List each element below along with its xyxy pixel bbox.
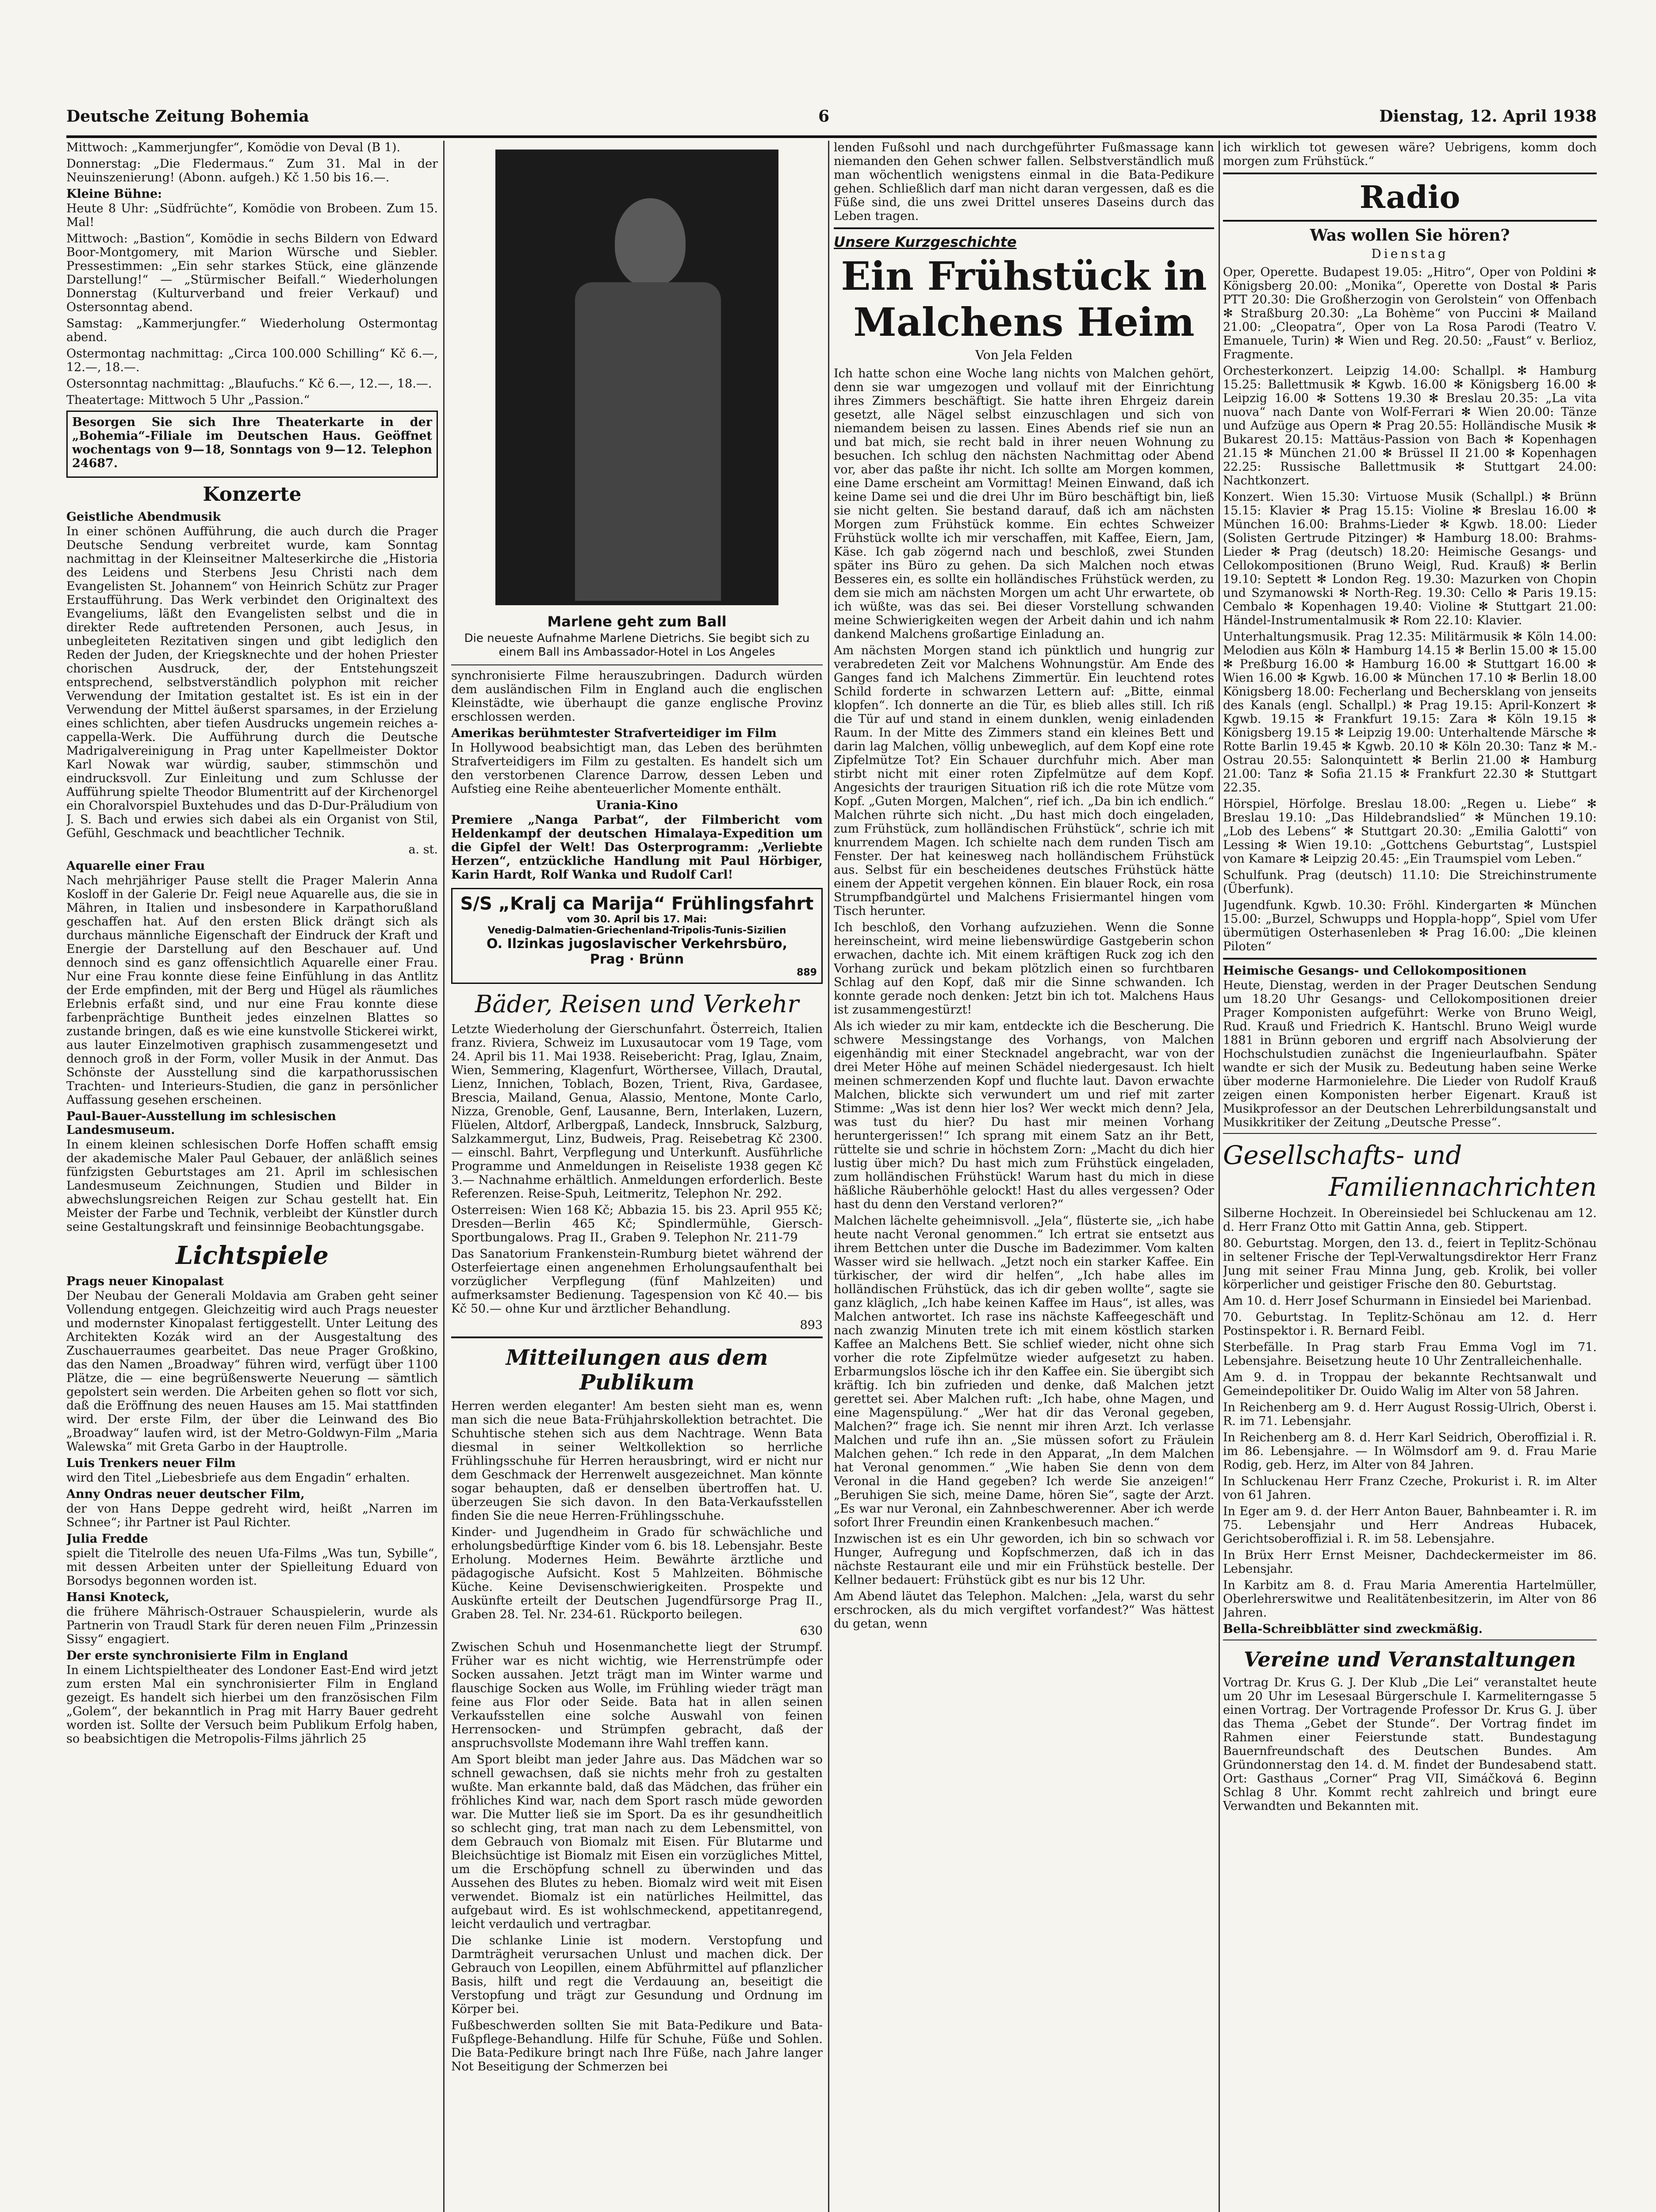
article-body: Herren werden eleganter! Am besten sieht man es, wenn man sich die neue Bata-Frühjahrskollektion betrachtet. Die Schuhtische stehen sich aus dem Nachtrage. Wenn Bata diesmal in seiner Weltkollektion so herrliche Frühlingsschuhe für Herren herausbringt, wird er nicht nur dem Geschmack der Herrenwelt ausgezeichnet. Man könnte sogar behaupten, daß er denselben übertroffen hat. U. überzeugen Sie sich davon. In den Bata-Verkaufsstellen finden Sie die neue Herren-Frühlingsschuhe. bbox=[451, 1399, 823, 1523]
header-rule bbox=[66, 135, 1597, 138]
story-paragraph: Ich beschloß, den Vorhang aufzuziehen. Wenn die Sonne hereinscheint, wird meine liebenswürdige Gastgeberin schon erwachen, dachte ich. Mit einem kräftigen Ruck zog ich den Vorhang zurück und bekam plötzlich einen so furchtbaren Schlag auf den Kopf, daß mir die Sinne schwanden. Ich konnte gerade noch denken: Jetzt bin ich tot. Malchens Haus ist zusammengestürzt! bbox=[834, 921, 1214, 1017]
article-body: ich wirklich tot gewesen wäre? Uebrigens, komm doch morgen zum Frühstück.“ bbox=[1223, 141, 1597, 168]
page-header bbox=[66, 107, 1597, 134]
ad-route: Venedig-Dalmatien-Griechenland-Tripolis-Tunis-Sizilien bbox=[487, 925, 786, 936]
ad-number: 889 bbox=[797, 967, 817, 978]
radio-listing: Hörspiel, Hörfolge. Breslau 18.00: „Regen u. Liebe“ ✻ Breslau 19.10: „Das Hildebrandslied“ ✻ München 19.10: „Lob des Lebens“ ✻ Stuttgart 20.30: „Emilia Galotti“ von Lessing ✻ Wien 19.10: „Gottchens Geburtstag“, Lustspiel von Kamare ✻ Leipzig 20.45: „Ein Traumspiel vom Leben.“ bbox=[1223, 797, 1597, 866]
article-heading: Anny Ondras neuer deutscher Film, bbox=[66, 1487, 305, 1501]
theatre-line: Donnerstag: „Die Fledermaus.“ Zum 31. Mal in der Neuinszenierung! (Abonn. aufgeh.) Kč 1.50 bis 16.—. bbox=[66, 157, 438, 184]
family-notice: 70. Geburtstag. In Teplitz-Schönau am 12. d. Herr Postinspektor i. R. Bernard Feibl. bbox=[1223, 1310, 1597, 1338]
column-rule bbox=[828, 141, 829, 2212]
photo-caption: Die neueste Aufnahme Marlene Dietrichs. Sie begibt sich zu einem Ball ins Ambassador-Hotel in Los Angeles bbox=[464, 632, 810, 659]
article-body: Fußbeschwerden sollten Sie mit Bata-Pedikure und Bata-Fußpflege-Behandlung. Hilfe für Schuhe, Füße und Sohlen. Die Bata-Pedikure bringt nach Ihre Füße, nach Jahre langer Not Beseitigung der Schmerzen bei bbox=[451, 2019, 823, 2074]
theatre-line: Theatertage: Mittwoch 5 Uhr „Passion.“ bbox=[66, 393, 310, 407]
article-heading: Der erste synchronisierte Film in England bbox=[66, 1649, 348, 1663]
article-body: die frühere Mährisch-Ostrauer Schauspielerin, wurde als Partnerin von Traudl Stark für deren neuen Film „Prinzessin Sissy“ engagiert. bbox=[66, 1605, 438, 1646]
article-heading: Hansi Knoteck, bbox=[66, 1590, 169, 1604]
article-body: Premiere „Nanga Parbat“, der Filmbericht vom Heldenkampf der deutschen Himalaya-Expedition um die Gipfel der Welt! Das Osterprogramm: „Verliebte Herzen“, entzückliche Handlung mit Paul Hörbiger, Karin Hardt, Rolf Wanka und Rudolf Carl! bbox=[451, 813, 823, 882]
ticket-notice-box bbox=[66, 411, 438, 478]
column-2 bbox=[451, 141, 823, 2212]
column-rule bbox=[443, 141, 445, 2212]
ad-headline: S/S „Kralj ca Marija“ Frühlingsfahrt bbox=[460, 894, 814, 914]
article-body: der von Hans Deppe gedreht wird, heißt „Narren im Schnee“; ihr Partner ist Paul Richter. bbox=[66, 1502, 438, 1529]
ad-number: 893 bbox=[800, 1318, 823, 1332]
article-body: In einem kleinen schlesischen Dorfe Hoffen schafft emsig der akademische Maler Paul Gebauer, der anläßlich seines fünfzigsten Geburtstages am 21. April im schlesischen Landesmuseum Zeichnungen, Studien und Bilder in abwechslungsreichen Reigen zur Schau gestellt hat. Ein Meister der Farbe und Technik, verbleibt der Künstler durch seine Gestaltungskraft und feinsinnige Beobachtungsgabe. bbox=[66, 1138, 438, 1234]
section-title-konzerte: Konzerte bbox=[203, 483, 302, 506]
story-byline: Von Jela Felden bbox=[975, 348, 1073, 362]
family-notice: Am 9. d. in Troppau der bekannte Rechtsanwalt und Gemeindepolitiker Dr. Ouido Walig im Alter von 58 Jahren. bbox=[1223, 1371, 1597, 1398]
section-title-lichtspiele: Lichtspiele bbox=[176, 1241, 329, 1270]
article-body: Osterreisen: Wien 168 Kč; Abbazia 15. bis 23. April 955 Kč; Dresden—Berlin 465 Kč; Spindlermühle, Giersch-Sportbungalows. Prag II., Graben 9. Telephon Nr. 211-79 bbox=[451, 1203, 823, 1244]
article-body: Vortrag Dr. Krus G. J. Der Klub „Die Lei“ veranstaltet heute um 20 Uhr im Lesesaal Bürgerschule I. Karmeliterngasse 5 einen Vortrag. Der Vortragende Professor Dr. Krus G. J. über das Thema „Gebet der Stunde“. Der Vortrag findet im Rahmen einer Feierstunde statt. Bundestagung Bauernfreundschaft des Deutschen Bundes. Am Gründonnerstag den 14. d. M. findet der Bundesabend statt. Ort: Gasthaus „Corner“ Prag VII, Simáčková 6. Beginn Schlag 8 Uhr. Kommt recht zahlreich und bringt eure Verwandten und Bekannten mit. bbox=[1223, 1676, 1597, 1813]
photo-caption-title: Marlene geht zum Ball bbox=[547, 613, 727, 630]
story-paragraph: Am nächsten Morgen stand ich pünktlich und hungrig zur verabredeten Zeit vor Malchens Wohnungstür. Am Ende des Ganges fand ich Malchens Zimmertür. Ein leuchtend rotes Schild forderte in schwarzen Lettern auf: „Bitte, einmal klopfen“. Ich donnerte an die Tür, es blieb alles still. Ich riß die Tür auf und stand in einem dunklen, wenig einladenden Raum. In der Mitte des Zimmers stand ein kleines Bett und darin lag Malchen, völlig unbeweglich, auf dem Kopf eine rote Zipfelmütze Tot? Ein Schauer durchfuhr mich. Aber man stirbt nicht mit einer roten Zipfelmütze auf dem Kopf. Angesichts der traurigen Situation riß ich die rote Mütze vom Kopf. „Guten Morgen, Malchen“, rief ich. „Da bin ich endlich.“ Malchen rührte sich nicht. „Du hast mich doch eingeladen, zum Frühstück, zum holländischen Frühstück“, schrie ich mit knurrendem Magen. Ich schielte nach dem runden Tisch am Fenster. Der hat keinesweg nach holländischem Frühstück aus. Selbst für ein bescheidenes deutsches Frühstück hätte einem der Appetit vergehen können. Ein blauer Rock, ein rosa Strumpfbandgürtel und Malchens Frisiermantel hingen vom Tisch herunter. bbox=[834, 644, 1214, 918]
divider bbox=[1223, 173, 1597, 174]
divider bbox=[1223, 958, 1597, 960]
radio-listing: Oper, Operette. Budapest 19.05: „Hitro“, Oper von Poldini ✻ Königsberg 20.00: „Monika“, Operette von Dostal ✻ Paris PTT 20.30: Die Großherzogin von Gerolstein“ von Offenbach ✻ Straßburg 20.30: „La Bohème“ von Puccini ✻ Mailand 21.00: „Cleopatra“, Oper von La Rosa Parodi (Teatro V. Emanuele, Turin) ✻ Wien und Reg. 20.50: „Faust“ v. Berlioz, Fragmente. bbox=[1223, 265, 1597, 361]
article-heading: Geistliche Abendmusik bbox=[66, 510, 221, 524]
radio-listing: Jugendfunk. Kgwb. 10.30: Fröhl. Kindergarten ✻ München 15.00: „Burzel, Schwupps und Hoppla-hopp“, Spiel vom Ufer übermütigen Osterhasenleben ✻ Prag 16.00: „Die kleinen Piloten“ bbox=[1223, 899, 1597, 953]
ad-cities: Prag · Brünn bbox=[590, 952, 684, 967]
kleine-buehne-heading: Kleine Bühne: bbox=[66, 187, 162, 201]
ad-dates: vom 30. April bis 17. Mai: bbox=[567, 914, 707, 925]
section-title-radio: Radio bbox=[1359, 179, 1460, 215]
story-paragraph: Inzwischen ist es ein Uhr geworden, ich bin so schwach vor Hunger, Aufregung und Kopfschmerzen, daß ich in das nächste Restaurant eile und mir ein Frühstück bestelle. Der Kellner bedauert: Frühstück gibt es nur bis 12 Uhr. bbox=[834, 1532, 1214, 1587]
theatre-line: Ostersonntag nachmittag: „Blaufuchs.“ Kč 6.—, 12.—, 18.—. bbox=[66, 377, 432, 391]
divider bbox=[451, 664, 823, 665]
section-title-gesellschaft-1: Gesellschafts- und bbox=[1223, 1140, 1462, 1170]
page-number: 6 bbox=[818, 107, 830, 126]
radio-day: Dienstag bbox=[1371, 246, 1449, 261]
paper-name: Deutsche Zeitung Bohemia bbox=[66, 107, 309, 126]
photo-figure-body bbox=[575, 282, 721, 601]
theatre-line: Mittwoch: „Kammerjungfer“, Komödie von Deval (B 1). bbox=[66, 141, 401, 154]
column-4 bbox=[1223, 141, 1597, 2212]
section-title-baeder: Bäder, Reisen und Verkehr bbox=[475, 990, 799, 1018]
ad-number: 630 bbox=[800, 1624, 823, 1638]
article-body: spielt die Titelrolle des neuen Ufa-Films „Was tun, Sybille“, mit dessen Arbeiten unter der Spielleitung Eduard von Borsodys begonnen worden ist. bbox=[66, 1547, 438, 1588]
article-heading: Heimische Gesangs- und Cellokompositionen bbox=[1223, 964, 1527, 978]
ticket-notice-text: Besorgen Sie sich Ihre Theaterkarte in der „Bohemia“-Filiale im Deutschen Haus. Geöffnet wochentags von 9—18, Sonntags von 9—12. Telephon 24687. bbox=[72, 415, 432, 470]
article-heading: Paul-Bauer-Ausstellung im schlesischen Landesmuseum. bbox=[66, 1110, 336, 1137]
family-notice: 80. Geburtstag. Morgen, den 13. d., feiert in Teplitz-Schönau in seltener Frische der Tepl-Verwaltungsdirektor Herr Franz Jung mit seiner Frau Minna Jung, geb. Krolik, bei voller körperlicher und geistiger Frische den 80. Geburtstag. bbox=[1223, 1237, 1597, 1291]
article-heading: Amerikas berühmtester Strafverteidiger im Film bbox=[451, 726, 777, 740]
article-body: lenden Fußsohl und nach durchgeführter Fußmassage kann niemanden den Gehen schwer fallen. Selbstverständlich muß man wöchentlich wenigstens einmal in die Bata-Pedikure gehen. Schließlich darf man nicht daran vergessen, daß es die Füße sind, die uns zwei Drittel unseres Daseins durch das Leben tragen. bbox=[834, 141, 1214, 223]
column-3 bbox=[834, 141, 1214, 2212]
article-body: synchronisierte Filme herauszubringen. Dadurch würden dem ausländischen Film in England auch die englischen Kleinstädte, wie überhaupt die ganze englische Provinz erschlossen werden. bbox=[451, 669, 823, 724]
theatre-line: Ostermontag nachmittag: „Circa 100.000 Schilling“ Kč 6.—, 12.—, 18.—. bbox=[66, 347, 438, 374]
radio-listing: Konzert. Wien 15.30: Virtuose Musik (Schallpl.) ✻ Brünn 15.15: Klavier ✻ Prag 15.15: Violine ✻ Breslau 16.00 ✻ München 16.00: Brahms-Lieder ✻ Kgwb. 18.00: Lieder (Solisten Gertrude Pitzinger) ✻ Hamburg 18.00: Brahms-Lieder ✻ Prag (deutsch) 18.20: Heimische Gesangs- und Cellokompositionen (Bruno Weigl, Rud. Krauß) ✻ Berlin 19.10: Septett ✻ London Reg. 19.30: Mazurken von Chopin und Szymanowski ✻ North-Reg. 19.30: Cello ✻ Paris 19.15: Cembalo ✻ Kopenhagen 19.40: Violine ✻ Stuttgart 21.00: Händel-Instrumentalmusik ✻ Rom 22.10: Klavier. bbox=[1223, 490, 1597, 627]
family-notice: In Karbitz am 8. d. Frau Maria Amerentia Hartelmüller, Oberlehrerswitwe und Realitätenbesitzerin, im Alter von 86 Jahren. bbox=[1223, 1578, 1597, 1620]
article-heading: Prags neuer Kinopalast bbox=[66, 1275, 224, 1288]
story-paragraph: Am Abend läutet das Telephon. Malchen: „Jela, warst du sehr erschrocken, als du mich vergiftet vorfandest?“ Was hättest du getan, wenn bbox=[834, 1590, 1214, 1631]
article-body: Nach mehrjähriger Pause stellt die Prager Malerin Anna Kosloff in der Galerie Dr. Feigl neue Aquarelle aus, die sie in Mähren, in Italien und insbesondere in Karpathorußland geschaffen hat. Auf den ersten Blick drängt sich als durchaus männliche Eigenschaft der Eindruck der Kraft und Energie der Darstellung auf den Beschauer auf. Und dennoch sind es ganz offensichtlich Aquarelle einer Frau. Nur eine Frau konnte diese feine Einfühlung in das Antlitz der Erde empfinden, mit der Berg und Hügel als räumliches Erlebnis erfaßt sind, und nur eine Frau konnte diese farbenprächtige Buntheit jedes einzelnen Blattes so zustande bringen, daß es wie eine kunstvolle Stickerei wirkt, aus lauter Einzelmotiven graphisch zusammengesetzt und dennoch groß in der Form, voller Musik in der Anmut. Das Schönste der Ausstellung sind die karpathorussischen Trachten- und Interieurs-Studien, die ganz in persönlicher Auffassung gesehen erscheinen. bbox=[66, 874, 438, 1107]
story-title: Ein Frühstück in Malchens Heim bbox=[841, 253, 1207, 345]
story-paragraph: Als ich wieder zu mir kam, entdeckte ich die Bescherung. Die schwere Messingstange des Vorhangs, von Malchen eigenhändig mit einer Stecknadel angebracht, war von der drei Meter Höhe auf meinen Schädel niedergesaust. Ich hielt meinen schmerzenden Kopf und fluchte laut. Davon erwachte Malchen, blickte sich verwundert um und rief mit zarter Stimme: „Was ist denn hier los? Wer weckt mich denn? Jela, was tust du hier? Du hast mir meinen Vorhang heruntergerissen!“ Ich sprang mit einem Satz an ihr Bett, rüttelte sie und schrie in höchstem Zorn: „Macht du dich hier lustig über mich? Du hast mich zum Frühstück eingeladen, zum holländischen Frühstück! Warum hast du mich in diese häßliche Räuberhöhle gelockt! Hast du alles vergessen? Oder hast du denn den Verstand verloren?“ bbox=[834, 1019, 1214, 1211]
column-rule bbox=[1219, 141, 1220, 2212]
article-signature: a. st. bbox=[408, 843, 438, 856]
theatre-line: Heute 8 Uhr: „Südfrüchte“, Komödie von Brobeen. Zum 15. Mal! bbox=[66, 202, 438, 229]
family-notice: In Reichenberg am 9. d. Herr August Rossig-Ulrich, Oberst i. R. im 71. Lebensjahr. bbox=[1223, 1401, 1597, 1428]
issue-date: Dienstag, 12. April 1938 bbox=[1379, 107, 1597, 126]
article-heading: Aquarelle einer Frau bbox=[66, 859, 205, 873]
divider bbox=[1223, 1133, 1597, 1134]
story-paragraph: Malchen lächelte geheimnisvoll. „Jela“, flüsterte sie, „ich habe heute nacht Veronal genommen.“ Ich ertrat sie entsetzt aus ihrem Bettchen unter die Dusche im Badezimmer. Vom kalten Wasser wird sie hellwach. „Jetzt noch ein starker Kaffee. Ein türkischer, der wird dir helfen“, „Ich habe alles im holländischen Frühstück, das ich dir geben wollte“, sagte sie ganz kläglich, „Ich habe keinen Kaffee im Haus“, ist alles, was Malchen antwortet. Ich rase ins nächste Kaffeegeschäft und nach zwanzig Minuten trete ich mit einem köstlich starken Kaffee an Malchens Bett. Sie schlief wieder, nicht ohne sich vorher die rote Zipfelmütze wieder aufgesetzt zu haben. Erbarmungslos lösche ich ihr den Kaffee ein. Sie übergibt sich kräftig. Ich bin zufrieden und denke, daß Malchen jetzt gerettet sei. Aber Malchen ruft: „Ich habe, ohne Magen, und eine Magenspülung.“ „Wer hat dir das Veronal gegeben, Malchen?“ frage ich. Sie nennt mir ihren Arzt. Ich verlasse Malchen und rufe ihn an. „Sie müssen sofort zu Fräulein Malchen gehen.“ Ich rede in den Apparat, „In dem Malchen hat Veronal genommen.“ „Wie haben Sie denn von dem Veronal in die Hand gegeben? Ich werde Sie anzeigen!“ „Beruhigen Sie sich, meine Dame, hören Sie“, sagte der Arzt. „Es war nur Veronal, ein Zahnbeschwerenner. Aber ich werde sofort Ihrer Freundin einen Krankenbesuch machen.“ bbox=[834, 1214, 1214, 1529]
article-heading: Luis Trenkers neuer Film bbox=[66, 1456, 236, 1470]
theatre-line: Mittwoch: „Bastion“, Komödie in sechs Bildern von Edward Boor-Montgomery, mit Marion Würsche und Siebler. Pressestimmen: „Ein sehr starkes Stück, eine glänzende Darstellung!“ — „Stürmischer Beifall.“ Wiederholungen Donnerstag (Kulturverband und freier Verkauf) und Ostersonntag abend. bbox=[66, 232, 438, 314]
photo-figure-head bbox=[615, 198, 686, 287]
section-title-mitteilungen: Mitteilungen aus dem Publikum bbox=[506, 1345, 768, 1395]
article-body: Zwischen Schuh und Hosenmanchette liegt der Strumpf. Früher war es nicht wichtig, wie Herrenstrümpfe oder Socken aussahen. Jetzt trägt man im Winter warme und flauschige Socken aus Wolle, im Frühling wieder trägt man feine aus Flor oder Seide. Bata hat in allen seinen Verkaufsstellen eine solche Auswahl von feinen Herrensocken- und Strümpfen gebracht, daß der anspruchsvollste Modemann ihre Wahl treffen kann. bbox=[451, 1640, 823, 1750]
article-heading: Urania-Kino bbox=[596, 799, 678, 812]
article-body: In einem Lichtspieltheater des Londoner East-End wird jetzt zum ersten Mal ein synchronisierter Film in England gezeigt. Es handelt sich hierbei um den französischen Film „Golem“, der bekanntlich in Prag mit Harry Bauer gedreht worden ist. Sollte der Versuch beim Publikum Erfolg haben, so beabsichtigen die Metropolis-Films jährlich 25 bbox=[66, 1663, 438, 1746]
ad-agency: O. Ilzinkas jugoslavischer Verkehrsbüro, bbox=[486, 936, 788, 952]
section-title-vereine: Vereine und Veranstaltungen bbox=[1243, 1647, 1576, 1671]
radio-listing: Schulfunk. Prag (deutsch) 11.10: Die Streichinstrumente (Überfunk). bbox=[1223, 868, 1597, 896]
family-notice: In Eger am 9. d. der Herr Anton Bauer, Bahnbeamter i. R. im 75. Lebensjahr und Herr Andreas Hubacek, Gerichtsoberoffizial i. R. im 58. Lebensjahre. bbox=[1223, 1505, 1597, 1546]
family-notice: In Schluckenau Herr Franz Czeche, Prokurist i. R. im Alter von 61 Jahren. bbox=[1223, 1475, 1597, 1502]
article-body: wird den Titel „Liebesbriefe aus dem Engadin“ erhalten. bbox=[66, 1471, 410, 1485]
article-body: In Hollywood beabsichtigt man, das Leben des berühmten Strafverteidigers im Film zu gestalten. Es handelt sich um den verstorbenen Clarence Darrow, dessen Leben und Aufstieg eine Reihe abenteuerlicher Momente enthält. bbox=[451, 741, 823, 796]
radio-listing: Orchesterkonzert. Leipzig 14.00: Schallpl. ✻ Hamburg 15.25: Ballettmusik ✻ Kgwb. 16.00 ✻ Königsberg 16.00 ✻ Leipzig 16.00 ✻ Sottens 19.30 ✻ Breslau 20.35: „La vita nuova“ nach Dante von Wolf-Ferrari ✻ Wien 20.00: Tänze und Aufzüge aus Opern ✻ Prag 20.55: Holländische Musik ✻ Bukarest 20.15: Mattäus-Passion von Bach ✻ Kopenhagen 21.15 ✻ München 21.00 ✻ Brüssel II 21.00 ✻ Kopenhagen 22.25: Russische Ballettmusik ✻ Stuttgart 24.00: Nachtkonzert. bbox=[1223, 364, 1597, 488]
article-body: Kinder- und Jugendheim in Grado für schwächliche und erholungsbedürftige Kinder vom 6. bis 18. Lebensjahr. Beste Erholung. Modernes Heim. Bewährte ärztliche und pädagogische Aufsicht. Kost 5 Mahlzeiten. Böhmische Küche. Keine Devisenschwierigkeiten. Prospekte und Auskünfte erteilt der Deutschen Jugendfürsorge Prag II., Graben 28. Tel. Nr. 234-61. Rückporto beilegen. bbox=[451, 1525, 823, 1621]
divider bbox=[1223, 220, 1597, 222]
family-notice: Sterbefälle. In Prag starb Frau Emma Vogl im 71. Lebensjahre. Beisetzung heute 10 Uhr Zentralleichenhalle. bbox=[1223, 1340, 1597, 1368]
article-body: Die schlanke Linie ist modern. Verstopfung und Darmträgheit verursachen Unlust und machen dick. Der Gebrauch von Leopillen, einem Abführmittel auf pflanzlicher Basis, hilft und regt die Verdauung an, beseitigt die Verstopfung und trägt zur Gesundung und Ordnung im Körper bei. bbox=[451, 1934, 823, 2016]
radio-listing: Unterhaltungsmusik. Prag 12.35: Militärmusik ✻ Köln 14.00: Melodien aus Köln ✻ Hamburg 14.15 ✻ Berlin 15.00 ✻ 15.00 ✻ Preßburg 16.00 ✻ Hamburg 16.00 ✻ Stuttgart 16.00 ✻ Wien 16.00 ✻ Kgwb. 16.00 ✻ München 17.10 ✻ Berlin 18.00 Königsberg 18.00: Fecherlang und Bechersklang von jenseits des Kanals (engl. Schallpl.) ✻ Prag 19.15: April-Konzert ✻ Kgwb. 19.15 ✻ Frankfurt 19.15: Zara ✻ Köln 19.15 ✻ Königsberg 19.15 ✻ Leipzig 19.00: Unterhaltende Märsche ✻ Rotte Barlin 19.45 ✻ Kgwb. 20.10 ✻ Köln 20.30: Tanz ✻ M.-Ostrau 20.55: Salonquintett ✻ Berlin 21.00 ✻ Hamburg 21.00: Tanz ✻ Sofia 21.15 ✻ Frankfurt 22.30 ✻ Stuttgart 22.35. bbox=[1223, 630, 1597, 795]
family-notice: Am 10. d. Herr Josef Schurmann in Einsiedel bei Marienbad. bbox=[1223, 1294, 1592, 1308]
article-body: Letzte Wiederholung der Gierschunfahrt. Österreich, Italien franz. Riviera, Schweiz im Luxusautocar vom 19 Tage, vom 24. April bis 11. Mai 1938. Reisebericht: Prag, Iglau, Znaim, Wien, Semmering, Klagenfurt, Wörthersee, Villach, Drautal, Lienz, Innichen, Toblach, Bozen, Trient, Riva, Gardasee, Brescia, Mailand, Genua, Alassio, Mentone, Monte Carlo, Nizza, Grenoble, Genf, Lausanne, Bern, Interlaken, Luzern, Flüelen, Altdorf, Arlbergpaß, Landeck, Innsbruck, Salzburg, Salzkammergut, Linz, Budweis, Prag. Reisebetrag Kč 2300.— einschl. Bahrt, Verpflegung und Unterkunft. Ausführliche Programme und Anmeldungen in Reiseliste 1938 gegen Kč 3.— Nachnahme erhältlich. Anmeldungen erforderlich. Beste Referenzen. Reise-Spuh, Leitmeritz, Telephon Nr. 292. bbox=[451, 1022, 823, 1201]
radio-question: Was wollen Sie hören? bbox=[1310, 226, 1510, 245]
divider bbox=[451, 1336, 823, 1338]
divider bbox=[834, 227, 1214, 229]
theatre-line: Samstag: „Kammerjungfer.“ Wiederholung Ostermontag abend. bbox=[66, 317, 438, 344]
article-body: Heute, Dienstag, werden in der Prager Deutschen Sendung um 18.20 Uhr Gesangs- und Cellokompositionen dreier Prager Komponisten aufgeführt: Werke von Bruno Weigl, Rud. Krauß und Friedrich K. Hantschl. Bruno Weigl wurde 1881 in Brünn geboren und ergriff nach Absolvierung der Hochschulstudien zunächst die Ingenieurlaufbahn. Später wandte er sich der Musik zu. Bedeutung haben seine Werke über moderne Harmonielehre. Die Lieder von Rudolf Krauß zeigen einen Komponisten herber Eigenart. Krauß ist Musikprofessor an der Deutschen Lehrerbildungsanstalt und Musikkritiker der Zeitung „Deutsche Presse“. bbox=[1223, 979, 1597, 1129]
column-1 bbox=[66, 141, 438, 2212]
family-notice: In Reichenberg am 8. d. Herr Karl Seidrich, Oberoffizial i. R. im 86. Lebensjahre. — In Wölmsdorf am 9. d. Frau Marie Rodig, geb. Herz, im Alter von 84 Jahren. bbox=[1223, 1431, 1597, 1472]
cruise-advertisement bbox=[451, 888, 823, 984]
family-notice: In Brüx Herr Ernst Meisner, Dachdeckermeister im 86. Lebensjahr. bbox=[1223, 1548, 1597, 1576]
family-notice: Bella-Schreibblätter sind zweckmäßig. bbox=[1223, 1622, 1483, 1636]
marlene-dietrich-photo bbox=[495, 150, 778, 605]
family-notice: Silberne Hochzeit. In Obereinsiedel bei Schluckenau am 12. d. Herr Franz Otto mit Gattin Anna, geb. Stippert. bbox=[1223, 1206, 1597, 1234]
story-paragraph: Ich hatte schon eine Woche lang nichts von Malchen gehört, denn sie war umgezogen und vollauf mit der Einrichtung ihres Zimmers beschäftigt. Sie hatte ihren Ehrgeiz darein gesetzt, alle Nägel selbst einzuschlagen und sich von niemandem beisen zu lassen. Eines Abends rief sie nun an und bat mich, sie recht bald in ihrer neuen Wohnung zu besuchen. Ich schlug den nächsten Nachmittag oder Abend vor, aber das paßte ihr nicht. Ich sollte am Morgen kommen, eine Dame erscheint am Vormittag! Meinen Einwand, daß ich keine Dame sei und die drei Uhr im Büro beschäftigt bin, ließ sie nicht gelten. Sie bestand darauf, daß ich am nächsten Morgen zum Frühstück komme. Ein echtes Schweizer Frühstück wollte ich mir verschaffen, mit Kaffee, Eiern, Jam, Käse. Ich gab zögernd nach und beschloß, zwei Stunden später ins Büro zu gehen. Da sich Malchen noch etwas Besseres ein, es sollte ein holländisches Frühstück werden, zu dem sie mich am nächsten Morgen um acht Uhr erwartete, ob ich wüßte, was das sei. Bei dieser Vorstellung schwanden meine Schwierigkeiten wegen der Arbeit dahin und ich nahm dankend Malchens großartige Einladung an. bbox=[834, 367, 1214, 641]
article-heading: Julia Fredde bbox=[66, 1532, 148, 1546]
article-body: Das Sanatorium Frankenstein-Rumburg bietet während der Osterfeiertage einen angenehmen Erholungsaufenthalt bei vorzüglicher Verpflegung (fünf Mahlzeiten) und aufmerksamster Bedienung. Tagespension von Kč 40.— bis Kč 50.— ohne Kur und ärztlicher Behandlung. bbox=[451, 1247, 823, 1316]
story-kicker: Unsere Kurzgeschichte bbox=[834, 234, 1017, 250]
article-body: Der Neubau der Generali Moldavia am Graben geht seiner Vollendung entgegen. Gleichzeitig wird auch Prags neuester und modernster Kinopalast fertiggestellt. Unter Leitung des Architekten Kozák wird an der Ausgestaltung des Zuschauerraumes gearbeitet. Das neue Prager Großkino, das den Namen „Broadway“ führen wird, verfügt über 1100 Plätze, die — eine begrüßenswerte Neuerung — sämtlich gepolstert sein werden. Die Arbeiten gehen so flott vor sich, daß die Eröffnung des neuen Hauses am 15. Mai stattfinden wird. Der erste Film, der über die Leinwand des Bio „Broadway“ laufen wird, ist der Metro-Goldwyn-Film „Maria Walewska“ mit Greta Garbo in der Hauptrolle. bbox=[66, 1289, 438, 1454]
article-body: In einer schönen Aufführung, die auch durch die Prager Deutsche Sendung verbreitet wurde, kam Sonntag nachmittag in der Kleinseitner Malteserkirche die „Historia des Leidens und Sterbens Jesu Christi nach dem Evangelisten St. Johannem“ von Heinrich Schütz zur Prager Erstaufführung. Das Werk verbindet den Originaltext des Evangeliums, läßt den Evangelisten selbst und die in direkter Rede auftretenden Personen, auch Jesus, in unbegleiteten Rezitativen singen und gibt lediglich den Reden der Juden, der Kriegsknechte und der hohen Priester chorischen Ausdruck, der, der Entstehungszeit entsprechend, selbstverständlich polyphon mit reicher Verwendung der Imitation gestaltet ist. Es ist ein in der Verwendung der Mittel äußerst sparsames, in der Erzielung eines schlichten, aber tiefen Ausdrucks ungemein reiches a-cappella-Werk. Die Aufführung durch die Deutsche Madrigalvereinigung in Prag unter Kapellmeister Doktor Karl Nowak war würdig, sauber, stimmschön und eindrucksvoll. Zur Einleitung und zum Schlusse der Aufführung spielte Theodor Blumentritt auf der Kirchenorgel ein Choralvorspiel Buxtehudes und das D-Dur-Präludium von J. S. Bach und erwies sich dabei als ein Organist von Stil, Gefühl, Geschmack und beachtlicher Technik. bbox=[66, 525, 438, 840]
section-title-gesellschaft-2: Familiennachrichten bbox=[1328, 1172, 1597, 1202]
article-body: Am Sport bleibt man jeder Jahre aus. Das Mädchen war so schnell gewachsen, daß sie nichts mehr froh zu gestalten wußte. Man erkannte bald, daß das Mädchen, das früher ein fröhliches Kind war, nach dem Sport rasch müde geworden war. Die Mutter ließ sie im Sport. Da es ihr gesundheitlich so schlecht ging, trat man nach zu dem Lebensmittel, von dem Gebrauch von Biomalz mit Eisen. Für Blutarme und Bleichsüchtige ist Biomalz mit Eisen ein vorzügliches Mittel, um die Erschöpfung schnell zu überwinden und das Aussehen des Blutes zu heben. Biomalz wird weit mit Eisen verwendet. Biomalz ist ein natürliches Heilmittel, das aufgebaut wird. Es ist wohlschmeckend, appetitanregend, leicht verdaulich und vertragbar. bbox=[451, 1753, 823, 1931]
